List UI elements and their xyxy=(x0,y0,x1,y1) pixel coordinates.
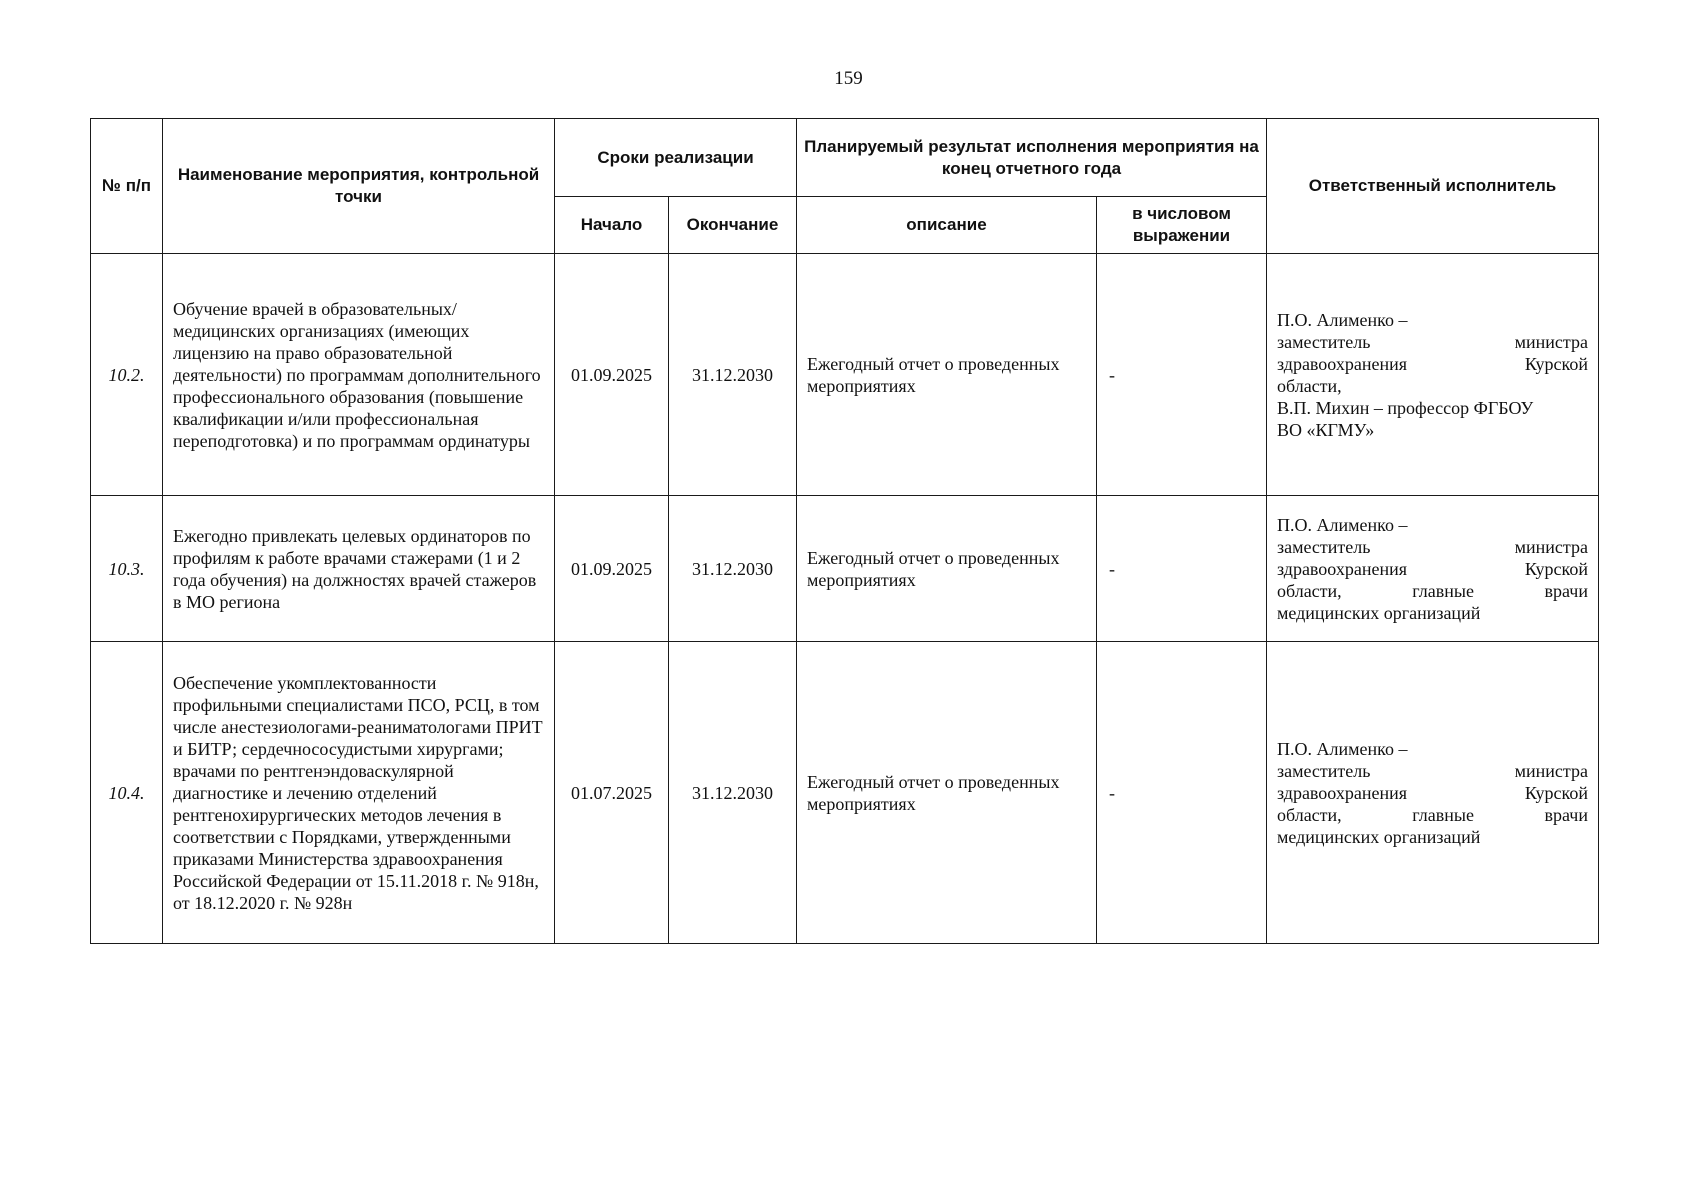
header-num: № п/п xyxy=(91,119,163,254)
header-end: Окончание xyxy=(669,197,797,254)
responsible-line: медицинских организаций xyxy=(1277,602,1481,623)
responsible-line: здравоохранения Курской xyxy=(1277,558,1588,579)
responsible-line: П.О. Алименко – xyxy=(1277,514,1408,535)
result-numeric: - xyxy=(1097,254,1267,496)
responsible-line: здравоохранения Курской xyxy=(1277,782,1588,803)
responsible-line: ВО «КГМУ» xyxy=(1277,419,1375,440)
event-name: Обучение врачей в образовательных/медицинских организациях (имеющих лицензию на право образовательной деятельности) по программам дополнительного профессионального образования (повышение квалификации и/или профессиональная переподготовка) и по программам ординатуры xyxy=(163,254,555,496)
responsible-line: заместитель министра xyxy=(1277,760,1588,781)
page-number: 159 xyxy=(834,68,863,89)
start-date: 01.09.2025 xyxy=(555,254,669,496)
responsible-line: области, главные врачи xyxy=(1277,804,1588,825)
responsible-line: заместитель министра xyxy=(1277,536,1588,557)
responsible-line: В.П. Михин – профессор ФГБОУ xyxy=(1277,397,1534,418)
result-numeric: - xyxy=(1097,496,1267,642)
header-description: описание xyxy=(797,197,1097,254)
table-row xyxy=(91,496,1599,642)
responsible-line: П.О. Алименко – xyxy=(1277,738,1408,759)
end-date: 31.12.2030 xyxy=(669,496,797,642)
row-number: 10.4. xyxy=(91,642,163,944)
header-name: Наименование мероприятия, контрольной точки xyxy=(163,119,555,254)
row-number: 10.3. xyxy=(91,496,163,642)
responsible-executor xyxy=(1267,254,1599,496)
header-start: Начало xyxy=(555,197,669,254)
header-numeric: в числовом выражении xyxy=(1097,197,1267,254)
event-name: Ежегодно привлекать целевых ординаторов по профилям к работе врачами стажерами (1 и 2 года обучения) на должностях врачей стажеров в МО региона xyxy=(163,496,555,642)
result-numeric: - xyxy=(1097,642,1267,944)
table-row xyxy=(91,254,1599,496)
row-number: 10.2. xyxy=(91,254,163,496)
start-date: 01.07.2025 xyxy=(555,642,669,944)
responsible-line: П.О. Алименко – xyxy=(1277,309,1408,330)
result-description: Ежегодный отчет о проведенных мероприятиях xyxy=(797,642,1097,944)
header-responsible: Ответственный исполнитель xyxy=(1267,119,1599,254)
header-terms: Сроки реализации xyxy=(555,119,797,197)
responsible-line: области, xyxy=(1277,375,1342,396)
event-name: Обеспечение укомплектованности профильными специалистами ПСО, РСЦ, в том числе анестезиологами-реаниматологами ПРИТ и БИТР; сердечнососудистыми хирургами; врачами по рентгенэндоваскулярной диагностике и лечению отделений рентгенохирургических методов лечения в соответствии с Порядками, утвержденными приказами Министерства здравоохранения Российской Федерации от 15.11.2018 г. № 918н, от 18.12.2020 г. № 928н xyxy=(163,642,555,944)
responsible-line: области, главные врачи xyxy=(1277,580,1588,601)
end-date: 31.12.2030 xyxy=(669,254,797,496)
responsible-executor xyxy=(1267,496,1599,642)
action-plan-table xyxy=(90,118,1599,944)
responsible-line: заместитель министра xyxy=(1277,331,1588,352)
responsible-line: здравоохранения Курской xyxy=(1277,353,1588,374)
start-date: 01.09.2025 xyxy=(555,496,669,642)
header-result: Планируемый результат исполнения мероприятия на конец отчетного года xyxy=(797,119,1267,197)
result-description: Ежегодный отчет о проведенных мероприятиях xyxy=(797,254,1097,496)
responsible-line: медицинских организаций xyxy=(1277,826,1481,847)
result-description: Ежегодный отчет о проведенных мероприятиях xyxy=(797,496,1097,642)
responsible-executor xyxy=(1267,642,1599,944)
table-row xyxy=(91,642,1599,944)
end-date: 31.12.2030 xyxy=(669,642,797,944)
